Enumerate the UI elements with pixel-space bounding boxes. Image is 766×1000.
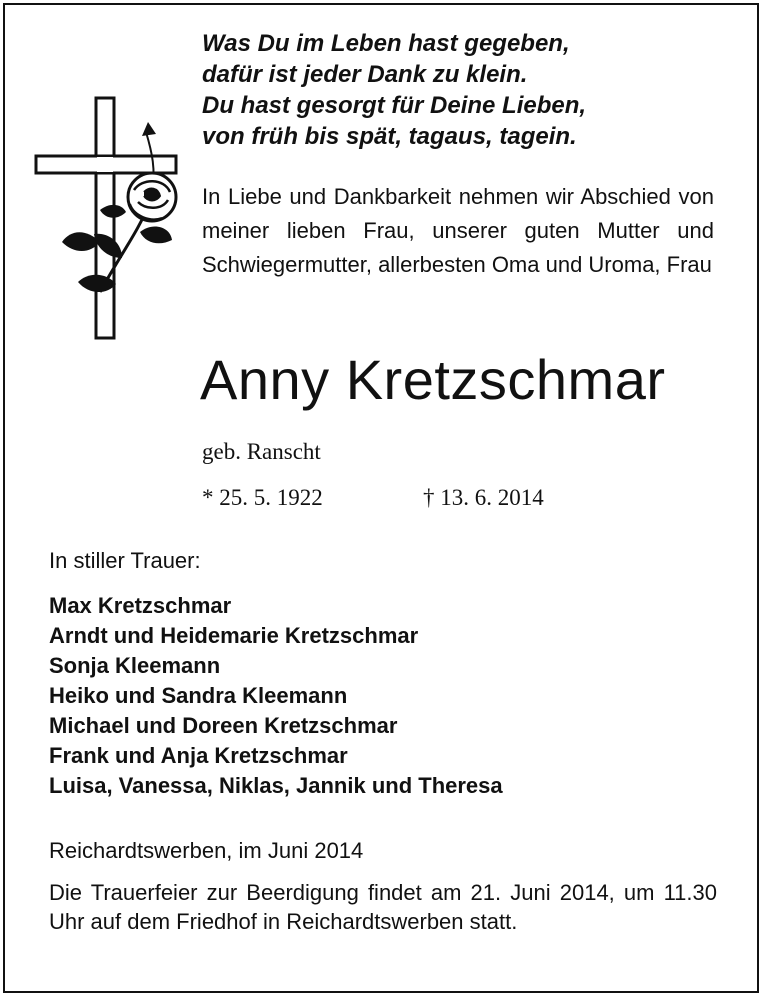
- poem: [202, 28, 586, 152]
- birth-name: geb. Ranscht: [202, 439, 321, 464]
- place-date: Reichardtswerben, im Juni 2014: [49, 838, 364, 863]
- mourning-label: In stiller Trauer:: [49, 548, 201, 573]
- mourner-name: Sonja Kleemann: [49, 653, 221, 678]
- mourner-name: Max Kretzschmar: [49, 593, 232, 618]
- mourner-name: Arndt und Heidemarie Kretzschmar: [49, 623, 419, 648]
- life-dates: [202, 484, 544, 512]
- deceased-name: Anny Kretzschmar: [200, 348, 666, 411]
- poem-line: dafür ist jeder Dank zu klein.: [202, 61, 528, 88]
- mourner-name: Frank und Anja Kretzschmar: [49, 743, 348, 768]
- mourner-name: Michael und Doreen Kretzschmar: [49, 713, 398, 738]
- intro-text: In Liebe und Dankbarkeit nehmen wir Abschied von meiner lieben Frau, unserer guten Mutter und Schwiegermutter, allerbesten Oma und Uroma, Frau: [202, 184, 714, 277]
- mourner-name: Heiko und Sandra Kleemann: [49, 683, 348, 708]
- poem-line: Du hast gesorgt für Deine Lieben,: [202, 92, 587, 119]
- poem-line: Was Du im Leben hast gegeben,: [202, 30, 570, 57]
- death-date: † 13. 6. 2014: [423, 485, 544, 510]
- ceremony-info: Die Trauerfeier zur Beerdigung findet am 21. Juni 2014, um 11.30 Uhr auf dem Friedhof in Reichardtswerben statt.: [49, 880, 717, 934]
- birth-date: * 25. 5. 1922: [202, 485, 323, 510]
- mourner-name: Luisa, Vanessa, Niklas, Jannik und Theresa: [49, 773, 503, 798]
- cross-with-rose-icon: [30, 92, 190, 344]
- poem-line: von früh bis spät, tagaus, tagein.: [202, 123, 577, 150]
- mourners-list: [49, 591, 503, 801]
